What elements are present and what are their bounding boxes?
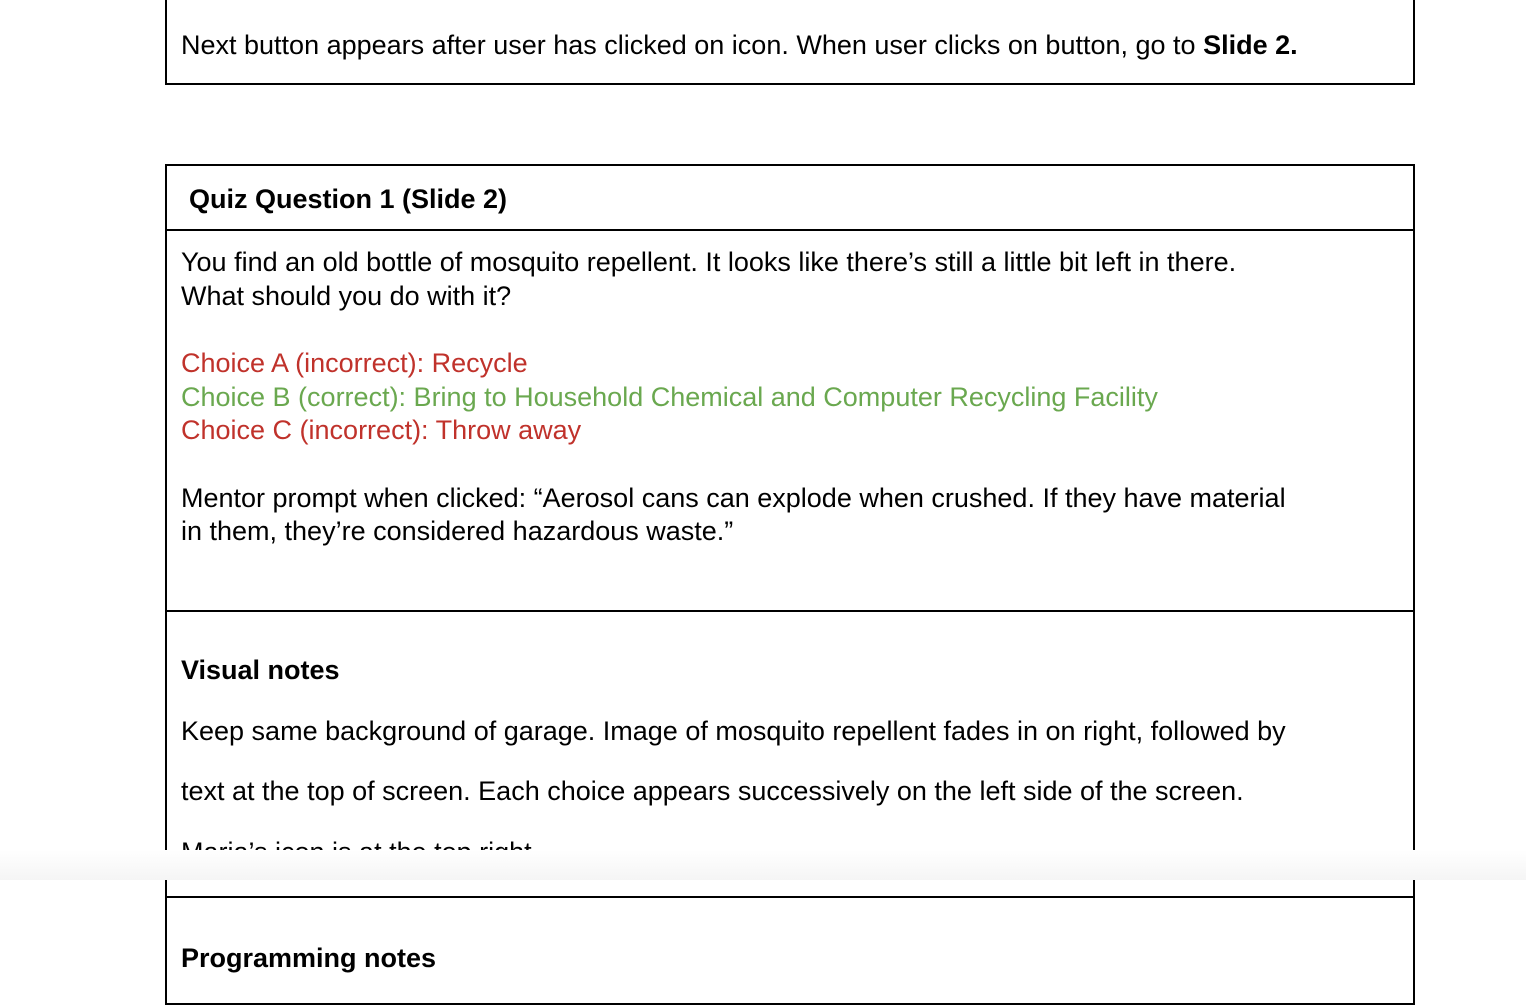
mentor-prompt-line-2: in them, they’re considered hazardous waste.” — [181, 516, 734, 546]
question-line-2: What should you do with it? — [181, 280, 512, 311]
choice-b: Choice B (correct): Bring to Household Chemical and Computer Recycling Facility — [181, 381, 1158, 412]
quiz-header-cell — [166, 165, 1414, 230]
previous-slide-notes-box — [165, 0, 1415, 85]
question-line-1: You find an old bottle of mosquito repellent. It looks like there’s still a little bit left in there. — [181, 247, 1237, 277]
slide-reference: Slide 2. — [1203, 30, 1298, 60]
choice-c: Choice C (incorrect): Throw away — [181, 415, 582, 445]
quiz-body-cell — [166, 230, 1414, 611]
previous-slide-notes-cell — [166, 0, 1414, 84]
page-bottom-edge — [0, 850, 1526, 880]
visual-notes-line-2: text at the top of screen. Each choice appears successively on the left side of the screen. — [181, 776, 1244, 806]
visual-notes-line-1: Keep same background of garage. Image of mosquito repellent fades in on right, followed by — [181, 715, 1286, 746]
choice-a: Choice A (incorrect): Recycle — [181, 348, 528, 378]
mentor-prompt-line-1: Mentor prompt when clicked: “Aerosol cans can explode when crushed. If they have material — [181, 482, 1286, 513]
quiz-title: Quiz Question 1 (Slide 2) — [189, 184, 508, 214]
programming-notes-title: Programming notes — [181, 943, 437, 973]
visual-notes-title: Visual notes — [181, 655, 340, 685]
programming-notes-cell — [166, 897, 1414, 1004]
next-button-note-text: Next button appears after user has clicked on icon. When user clicks on button, go to — [181, 30, 1204, 60]
next-button-note — [181, 29, 1399, 63]
